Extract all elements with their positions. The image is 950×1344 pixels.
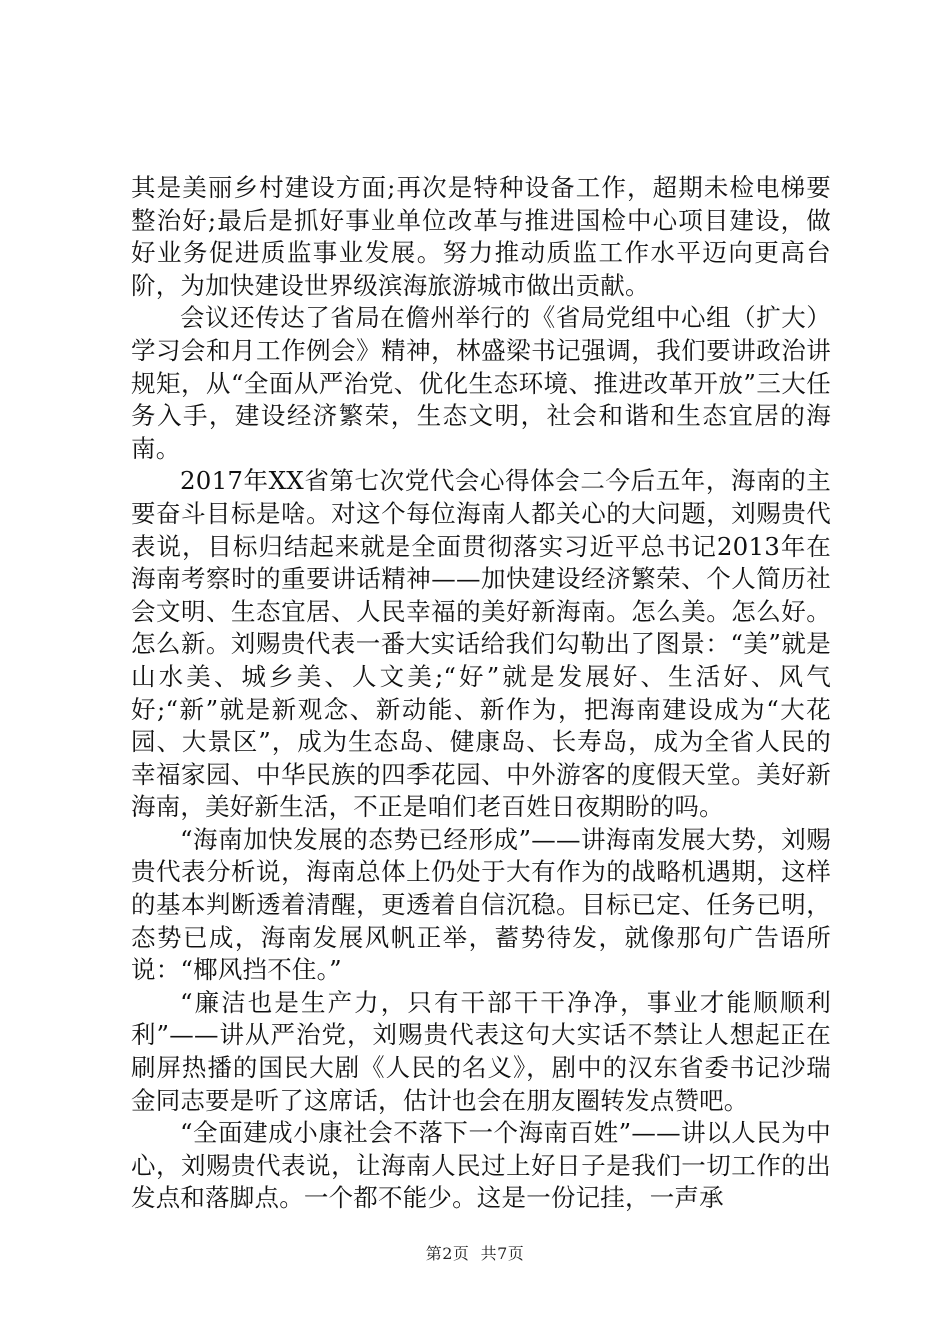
- paragraph-3: 2017年XX省第七次党代会心得体会二今后五年，海南的主要奋斗目标是啥。对这个每位海南人都关心的大问题，刘赐贵代表说，目标归结起来就是全面贯彻落实习近平总书记2013年在海南考察时的重要讲话精神——加快建设经济繁荣、个人简历社会文明、生态宜居、人民幸福的美好新海南。怎么美。怎么好。怎么新。刘赐贵代表一番大实话给我们勾勒出了图景：“美”就是山水美、城乡美、人文美;“好”就是发展好、生活好、风气好;“新”就是新观念、新动能、新作为，把海南建设成为“大花园、大景区”，成为生态岛、健康岛、长寿岛，成为全省人民的幸福家园、中华民族的四季花园、中外游客的度假天堂。美好新海南，美好新生活，不正是咱们老百姓日夜期盼的吗。: [131, 466, 831, 822]
- paragraph-4: “海南加快发展的态势已经形成”——讲海南发展大势，刘赐贵代表分析说，海南总体上仍处于大有作为的战略机遇期，这样的基本判断透着清醒，更透着自信沉稳。目标已定、任务已明，态势已成，海南发展风帆正举，蓄势待发，就像那句广告语所说：“椰风挡不住。”: [131, 824, 831, 985]
- paragraph-5: “廉洁也是生产力，只有干部干干净净，事业才能顺顺利利”——讲从严治党，刘赐贵代表这句大实话不禁让人想起正在刷屏热播的国民大剧《人民的名义》，剧中的汉东省委书记沙瑞金同志要是听了这席话，估计也会在朋友圈转发点赞吧。: [131, 987, 831, 1115]
- page-number-label: 第2页 共7页: [425, 1244, 525, 1263]
- paragraph-1: 其是美丽乡村建设方面;再次是特种设备工作，超期未检电梯要整治好;最后是抓好事业单位改革与推进国检中心项目建设，做好业务促进质监事业发展。努力推动质监工作水平迈向更高台阶，为加快建设世界级滨海旅游城市做出贡献。: [131, 173, 831, 300]
- page-footer: [0, 1244, 950, 1264]
- paragraph-2: 会议还传达了省局在儋州举行的《省局党组中心组（扩大）学习会和月工作例会》精神，林盛梁书记强调，我们要讲政治讲规矩，从“全面从严治党、优化生态环境、推进改革开放”三大任务入手，建设经济繁荣，生态文明，社会和谐和生态宜居的海南。: [131, 303, 831, 463]
- paragraph-6: “全面建成小康社会不落下一个海南百姓”——讲以人民为中心，刘赐贵代表说，让海南人民过上好日子是我们一切工作的出发点和落脚点。一个都不能少。这是一份记挂，一声承: [131, 1118, 831, 1213]
- document-body: [131, 172, 831, 1215]
